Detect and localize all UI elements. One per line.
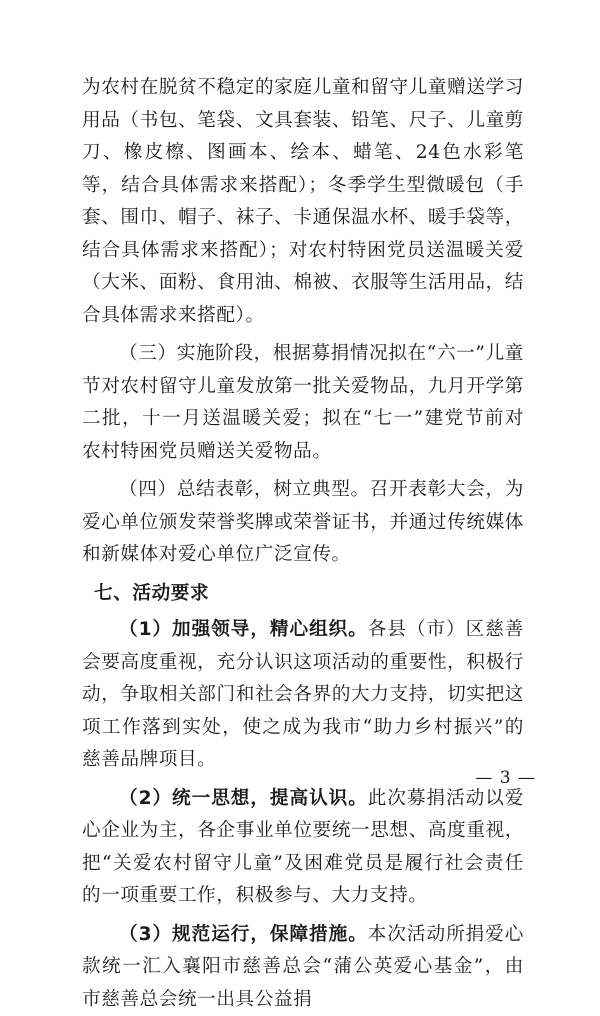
paragraph-implementation-stage (82, 338, 524, 468)
paragraph-summary-commendation (82, 474, 524, 572)
requirement-standard-text: 本次活动所捐爱心款统一汇入襄阳市慈善总会“蒲公英爱心基金”，由市慈善总会统一出具公益捐 (82, 924, 524, 1010)
requirement-standard-lead: （3）规范运行，保障措施。 (119, 924, 368, 945)
requirement-unify-lead: （2）统一思想，提高认识。 (119, 788, 368, 809)
paragraph-supplies (82, 72, 524, 332)
requirement-leadership-lead: （1）加强领导，精心组织。 (119, 619, 368, 640)
paragraph-summary-text: （四）总结表彰，树立典型。召开表彰大会，为爱心单位颁发荣誉奖牌或荣誉证书，并通过传统媒体和新媒体对爱心单位广泛宣传。 (82, 479, 524, 565)
requirement-unify-text: 此次募捐活动以爱心企业为主，各企事业单位要统一思想、高度重视，把“关爱农村留守儿童”及困难党员是履行社会责任的一项重要工作，积极参与、大力支持。 (82, 788, 524, 907)
requirement-standard-operation (82, 919, 524, 1016)
paragraph-supplies-text: 为农村在脱贫不稳定的家庭儿童和留守儿童赠送学习用品（书包、笔袋、文具套装、铅笔、尺子、儿童剪刀、橡皮檫、图画本、绘本、蜡笔、24色水彩笔等，结合具体需求来搭配）；冬季学生型微暖包（手套、围巾、帽子、袜子、卡通保温水杯、暖手袋等，结合具体需求来搭配）；对农村特困党员送温暖关爱（大米、面粉、食用油、棉被、衣服等生活用品，结合具体需求来搭配）。 (82, 77, 524, 326)
requirement-leadership (82, 614, 524, 777)
section-heading-requirements: 七、活动要求 (82, 578, 524, 611)
page-number: — 3 — (475, 768, 536, 788)
requirement-leadership-text: 各县（市）区慈善会要高度重视，充分认识这项活动的重要性，积极行动，争取相关部门和社会各界的大力支持，切实把这项工作落到实处，使之成为我市“助力乡村振兴”的慈善品牌项目。 (82, 619, 524, 770)
document-body (82, 72, 524, 1016)
paragraph-implementation-text: （三）实施阶段，根据募捐情况拟在“六一”儿童节对农村留守儿童发放第一批关爱物品，九月开学第二批，十一月送温暖关爱；拟在“七一”建党节前对农村特困党员赠送关爱物品。 (82, 343, 524, 462)
